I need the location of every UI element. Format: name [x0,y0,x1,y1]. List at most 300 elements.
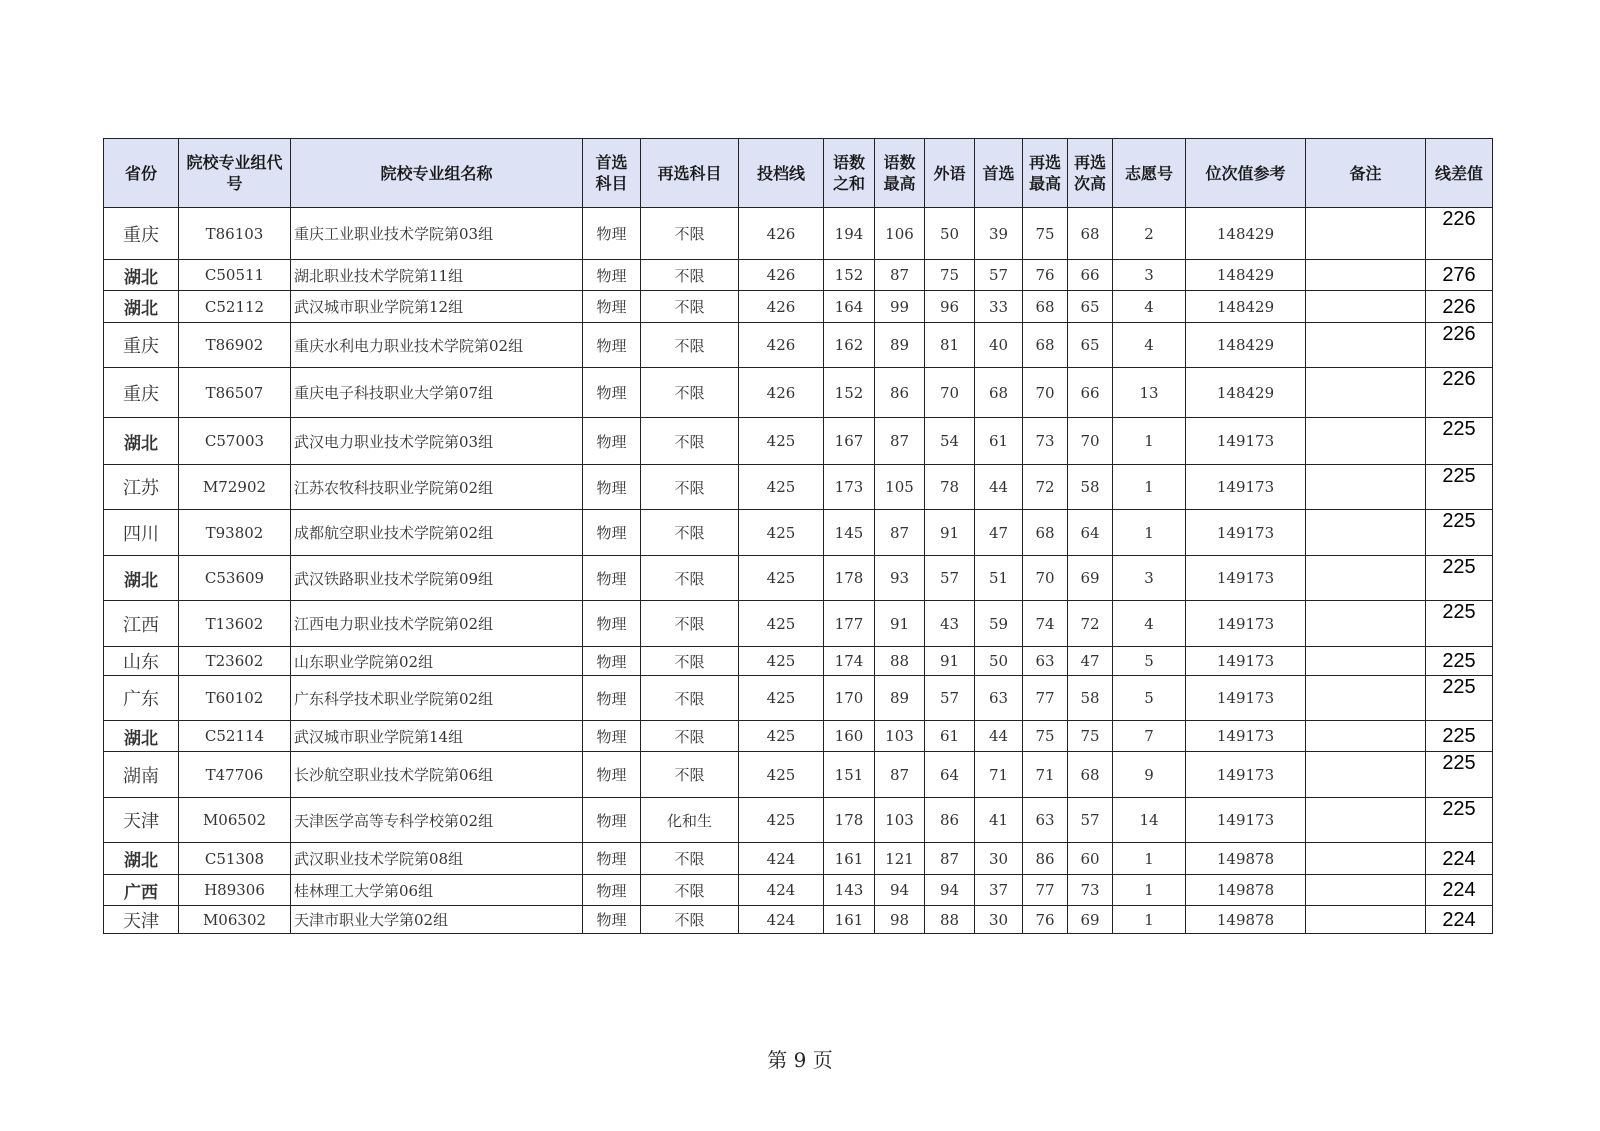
cell-code: T86507 [179,368,291,418]
cell-note [1306,601,1426,647]
cell-cm-sum: 162 [824,323,875,368]
cell-note [1306,752,1426,798]
table-row [104,721,1493,752]
cell-diff: 225 [1426,721,1493,752]
cell-diff: 225 [1426,510,1493,556]
cell-code: C52114 [179,721,291,752]
cell-rank: 148429 [1186,323,1306,368]
cell-line: 426 [739,260,824,291]
cell-foreign: 50 [925,208,975,260]
cell-code: M06302 [179,906,291,934]
cell-second-subject: 不限 [641,601,739,647]
cell-code: C51308 [179,843,291,875]
cell-wish: 7 [1113,721,1186,752]
cell-first-score: 59 [975,601,1023,647]
cell-second-subject: 不限 [641,291,739,323]
cell-first-subject: 物理 [583,601,641,647]
cell-second-subject: 不限 [641,465,739,510]
cell-wish: 1 [1113,418,1186,465]
cell-name: 重庆电子科技职业大学第07组 [291,368,583,418]
cell-line: 425 [739,798,824,843]
cell-first-score: 51 [975,556,1023,601]
table-row [104,556,1493,601]
col-header-foreign: 外语 [925,139,975,208]
cell-foreign: 91 [925,647,975,676]
cell-second-subject: 不限 [641,647,739,676]
cell-wish: 5 [1113,647,1186,676]
cell-first-subject: 物理 [583,510,641,556]
cell-code: C57003 [179,418,291,465]
cell-cm-max: 94 [875,875,925,906]
cell-province: 重庆 [104,208,179,260]
cell-cm-sum: 151 [824,752,875,798]
cell-cm-sum: 161 [824,906,875,934]
cell-province: 湖北 [104,260,179,291]
cell-rank: 149173 [1186,752,1306,798]
cell-first-subject: 物理 [583,368,641,418]
cell-name: 天津市职业大学第02组 [291,906,583,934]
cell-note [1306,647,1426,676]
table-body [104,208,1493,934]
cell-re-second: 75 [1068,721,1113,752]
cell-first-subject: 物理 [583,647,641,676]
table-row [104,510,1493,556]
cell-province: 天津 [104,798,179,843]
col-header-first-subject: 首选科目 [583,139,641,208]
cell-re-second: 72 [1068,601,1113,647]
cell-foreign: 54 [925,418,975,465]
cell-second-subject: 不限 [641,676,739,721]
cell-rank: 148429 [1186,208,1306,260]
cell-name: 武汉城市职业学院第12组 [291,291,583,323]
table-row [104,676,1493,721]
admission-score-table [103,138,1493,934]
col-header-note: 备注 [1306,139,1426,208]
cell-first-score: 30 [975,843,1023,875]
cell-cm-sum: 161 [824,843,875,875]
cell-re-max: 76 [1023,260,1068,291]
cell-wish: 1 [1113,465,1186,510]
cell-second-subject: 不限 [641,368,739,418]
cell-foreign: 61 [925,721,975,752]
cell-first-score: 39 [975,208,1023,260]
cell-first-score: 50 [975,647,1023,676]
cell-province: 湖北 [104,418,179,465]
cell-note [1306,260,1426,291]
cell-name: 江苏农牧科技职业学院第02组 [291,465,583,510]
cell-re-second: 60 [1068,843,1113,875]
cell-name: 长沙航空职业技术学院第06组 [291,752,583,798]
cell-code: C50511 [179,260,291,291]
cell-diff: 224 [1426,906,1493,934]
cell-province: 广东 [104,676,179,721]
cell-name: 武汉电力职业技术学院第03组 [291,418,583,465]
table-row [104,260,1493,291]
cell-first-subject: 物理 [583,291,641,323]
cell-note [1306,291,1426,323]
cell-second-subject: 不限 [641,752,739,798]
cell-first-score: 63 [975,676,1023,721]
cell-re-max: 71 [1023,752,1068,798]
cell-note [1306,556,1426,601]
cell-note [1306,906,1426,934]
cell-first-score: 61 [975,418,1023,465]
cell-re-max: 76 [1023,906,1068,934]
table-row [104,798,1493,843]
cell-diff: 225 [1426,465,1493,510]
cell-foreign: 81 [925,323,975,368]
cell-foreign: 96 [925,291,975,323]
cell-first-score: 37 [975,875,1023,906]
cell-note [1306,676,1426,721]
cell-code: T23602 [179,647,291,676]
cell-province: 广西 [104,875,179,906]
cell-note [1306,208,1426,260]
cell-second-subject: 不限 [641,556,739,601]
cell-foreign: 91 [925,510,975,556]
cell-name: 桂林理工大学第06组 [291,875,583,906]
cell-cm-max: 103 [875,798,925,843]
cell-line: 425 [739,510,824,556]
cell-first-score: 44 [975,721,1023,752]
cell-code: M06502 [179,798,291,843]
col-header-line: 投档线 [739,139,824,208]
col-header-province: 省份 [104,139,179,208]
table-row [104,906,1493,934]
cell-cm-max: 89 [875,676,925,721]
cell-province: 天津 [104,906,179,934]
cell-code: T60102 [179,676,291,721]
cell-wish: 1 [1113,510,1186,556]
cell-rank: 149173 [1186,601,1306,647]
cell-re-second: 64 [1068,510,1113,556]
table-row [104,323,1493,368]
cell-wish: 13 [1113,368,1186,418]
col-header-second-subject: 再选科目 [641,139,739,208]
cell-first-score: 40 [975,323,1023,368]
cell-first-score: 33 [975,291,1023,323]
table-row [104,291,1493,323]
cell-re-second: 69 [1068,906,1113,934]
cell-cm-sum: 152 [824,260,875,291]
cell-re-max: 68 [1023,323,1068,368]
cell-foreign: 57 [925,676,975,721]
cell-first-score: 41 [975,798,1023,843]
cell-first-subject: 物理 [583,875,641,906]
cell-cm-max: 88 [875,647,925,676]
cell-cm-max: 87 [875,260,925,291]
cell-cm-sum: 177 [824,601,875,647]
cell-re-second: 65 [1068,323,1113,368]
cell-first-subject: 物理 [583,465,641,510]
cell-rank: 149878 [1186,843,1306,875]
cell-province: 湖北 [104,556,179,601]
cell-cm-max: 87 [875,752,925,798]
cell-first-subject: 物理 [583,260,641,291]
cell-diff: 226 [1426,323,1493,368]
page-number: 第 9 页 [767,1048,833,1072]
cell-rank: 149173 [1186,676,1306,721]
table-row [104,752,1493,798]
cell-diff: 224 [1426,843,1493,875]
col-header-cm-max: 语数最高 [875,139,925,208]
table-row [104,208,1493,260]
cell-note [1306,798,1426,843]
cell-re-second: 58 [1068,465,1113,510]
cell-cm-sum: 170 [824,676,875,721]
cell-wish: 1 [1113,906,1186,934]
cell-code: C53609 [179,556,291,601]
cell-note [1306,323,1426,368]
cell-rank: 149878 [1186,906,1306,934]
cell-line: 425 [739,601,824,647]
cell-cm-sum: 178 [824,798,875,843]
cell-name: 武汉铁路职业技术学院第09组 [291,556,583,601]
cell-province: 四川 [104,510,179,556]
cell-re-second: 70 [1068,418,1113,465]
cell-province: 重庆 [104,323,179,368]
cell-province: 山东 [104,647,179,676]
cell-re-max: 68 [1023,291,1068,323]
cell-diff: 276 [1426,260,1493,291]
cell-wish: 4 [1113,323,1186,368]
cell-province: 重庆 [104,368,179,418]
cell-re-second: 69 [1068,556,1113,601]
cell-code: T86902 [179,323,291,368]
cell-rank: 149173 [1186,556,1306,601]
cell-wish: 1 [1113,875,1186,906]
cell-foreign: 70 [925,368,975,418]
cell-cm-sum: 143 [824,875,875,906]
cell-name: 重庆水利电力职业技术学院第02组 [291,323,583,368]
cell-wish: 1 [1113,843,1186,875]
cell-wish: 3 [1113,260,1186,291]
cell-second-subject: 不限 [641,323,739,368]
cell-cm-sum: 167 [824,418,875,465]
cell-rank: 148429 [1186,291,1306,323]
cell-line: 425 [739,752,824,798]
cell-first-subject: 物理 [583,323,641,368]
cell-re-max: 63 [1023,798,1068,843]
cell-name: 重庆工业职业技术学院第03组 [291,208,583,260]
cell-cm-sum: 152 [824,368,875,418]
cell-name: 武汉职业技术学院第08组 [291,843,583,875]
cell-re-max: 77 [1023,875,1068,906]
cell-re-second: 68 [1068,208,1113,260]
col-header-cm-sum: 语数之和 [824,139,875,208]
cell-foreign: 78 [925,465,975,510]
cell-foreign: 43 [925,601,975,647]
cell-cm-sum: 173 [824,465,875,510]
cell-rank: 149173 [1186,647,1306,676]
col-header-wish: 志愿号 [1113,139,1186,208]
cell-name: 广东科学技术职业学院第02组 [291,676,583,721]
cell-cm-max: 86 [875,368,925,418]
col-header-name: 院校专业组名称 [291,139,583,208]
cell-cm-max: 89 [875,323,925,368]
cell-cm-max: 99 [875,291,925,323]
cell-re-second: 68 [1068,752,1113,798]
cell-line: 426 [739,368,824,418]
cell-second-subject: 不限 [641,510,739,556]
cell-first-subject: 物理 [583,721,641,752]
cell-re-second: 73 [1068,875,1113,906]
cell-code: C52112 [179,291,291,323]
cell-note [1306,721,1426,752]
cell-re-max: 75 [1023,721,1068,752]
cell-re-second: 57 [1068,798,1113,843]
cell-name: 山东职业学院第02组 [291,647,583,676]
cell-first-subject: 物理 [583,906,641,934]
cell-second-subject: 不限 [641,721,739,752]
cell-province: 湖南 [104,752,179,798]
col-header-rank: 位次值参考 [1186,139,1306,208]
col-header-first-score: 首选 [975,139,1023,208]
cell-rank: 149878 [1186,875,1306,906]
cell-first-score: 44 [975,465,1023,510]
cell-second-subject: 不限 [641,906,739,934]
cell-diff: 226 [1426,208,1493,260]
cell-first-score: 68 [975,368,1023,418]
cell-cm-sum: 145 [824,510,875,556]
cell-wish: 4 [1113,601,1186,647]
cell-first-score: 71 [975,752,1023,798]
cell-wish: 5 [1113,676,1186,721]
cell-diff: 225 [1426,601,1493,647]
cell-cm-max: 105 [875,465,925,510]
cell-re-max: 70 [1023,556,1068,601]
table-row [104,601,1493,647]
cell-foreign: 64 [925,752,975,798]
cell-name: 成都航空职业技术学院第02组 [291,510,583,556]
cell-line: 425 [739,721,824,752]
cell-first-subject: 物理 [583,676,641,721]
cell-line: 424 [739,875,824,906]
cell-note [1306,875,1426,906]
cell-re-second: 47 [1068,647,1113,676]
cell-foreign: 75 [925,260,975,291]
cell-wish: 4 [1113,291,1186,323]
cell-re-max: 72 [1023,465,1068,510]
cell-diff: 225 [1426,647,1493,676]
cell-re-max: 77 [1023,676,1068,721]
cell-province: 江西 [104,601,179,647]
cell-rank: 149173 [1186,798,1306,843]
cell-wish: 2 [1113,208,1186,260]
cell-name: 武汉城市职业学院第14组 [291,721,583,752]
cell-rank: 149173 [1186,721,1306,752]
table-row [104,418,1493,465]
cell-wish: 3 [1113,556,1186,601]
cell-foreign: 86 [925,798,975,843]
cell-note [1306,418,1426,465]
cell-name: 湖北职业技术学院第11组 [291,260,583,291]
cell-code: M72902 [179,465,291,510]
cell-first-subject: 物理 [583,556,641,601]
cell-first-score: 57 [975,260,1023,291]
cell-diff: 225 [1426,752,1493,798]
cell-name: 天津医学高等专科学校第02组 [291,798,583,843]
cell-re-max: 68 [1023,510,1068,556]
cell-code: T86103 [179,208,291,260]
cell-note [1306,465,1426,510]
cell-rank: 149173 [1186,418,1306,465]
cell-cm-sum: 160 [824,721,875,752]
cell-line: 426 [739,291,824,323]
cell-second-subject: 不限 [641,208,739,260]
cell-first-subject: 物理 [583,798,641,843]
cell-code: T93802 [179,510,291,556]
cell-first-subject: 物理 [583,208,641,260]
cell-rank: 149173 [1186,510,1306,556]
cell-line: 424 [739,843,824,875]
col-header-diff: 线差值 [1426,139,1493,208]
cell-line: 425 [739,465,824,510]
cell-second-subject: 不限 [641,875,739,906]
cell-code: H89306 [179,875,291,906]
cell-foreign: 94 [925,875,975,906]
cell-line: 425 [739,418,824,465]
cell-line: 426 [739,323,824,368]
cell-re-second: 66 [1068,368,1113,418]
cell-cm-sum: 194 [824,208,875,260]
col-header-re-max: 再选最高 [1023,139,1068,208]
cell-cm-max: 106 [875,208,925,260]
cell-re-max: 63 [1023,647,1068,676]
cell-rank: 149173 [1186,465,1306,510]
table-row [104,875,1493,906]
cell-diff: 225 [1426,418,1493,465]
cell-line: 424 [739,906,824,934]
header-row [104,139,1493,208]
cell-first-subject: 物理 [583,752,641,798]
cell-re-second: 58 [1068,676,1113,721]
cell-re-second: 66 [1068,260,1113,291]
col-header-re-second: 再选次高 [1068,139,1113,208]
cell-first-subject: 物理 [583,843,641,875]
cell-wish: 14 [1113,798,1186,843]
cell-line: 425 [739,647,824,676]
cell-foreign: 87 [925,843,975,875]
cell-cm-max: 98 [875,906,925,934]
cell-province: 湖北 [104,291,179,323]
cell-cm-max: 93 [875,556,925,601]
cell-first-score: 30 [975,906,1023,934]
cell-note [1306,843,1426,875]
cell-re-second: 65 [1068,291,1113,323]
table-row [104,647,1493,676]
cell-first-score: 47 [975,510,1023,556]
cell-code: T13602 [179,601,291,647]
cell-first-subject: 物理 [583,418,641,465]
cell-diff: 226 [1426,368,1493,418]
cell-diff: 225 [1426,676,1493,721]
cell-note [1306,368,1426,418]
cell-cm-max: 103 [875,721,925,752]
cell-cm-sum: 164 [824,291,875,323]
cell-re-max: 73 [1023,418,1068,465]
cell-cm-max: 121 [875,843,925,875]
cell-second-subject: 不限 [641,260,739,291]
cell-note [1306,510,1426,556]
cell-re-max: 70 [1023,368,1068,418]
table-row [104,465,1493,510]
table-row [104,843,1493,875]
cell-line: 425 [739,556,824,601]
cell-cm-sum: 174 [824,647,875,676]
cell-cm-max: 91 [875,601,925,647]
cell-line: 426 [739,208,824,260]
